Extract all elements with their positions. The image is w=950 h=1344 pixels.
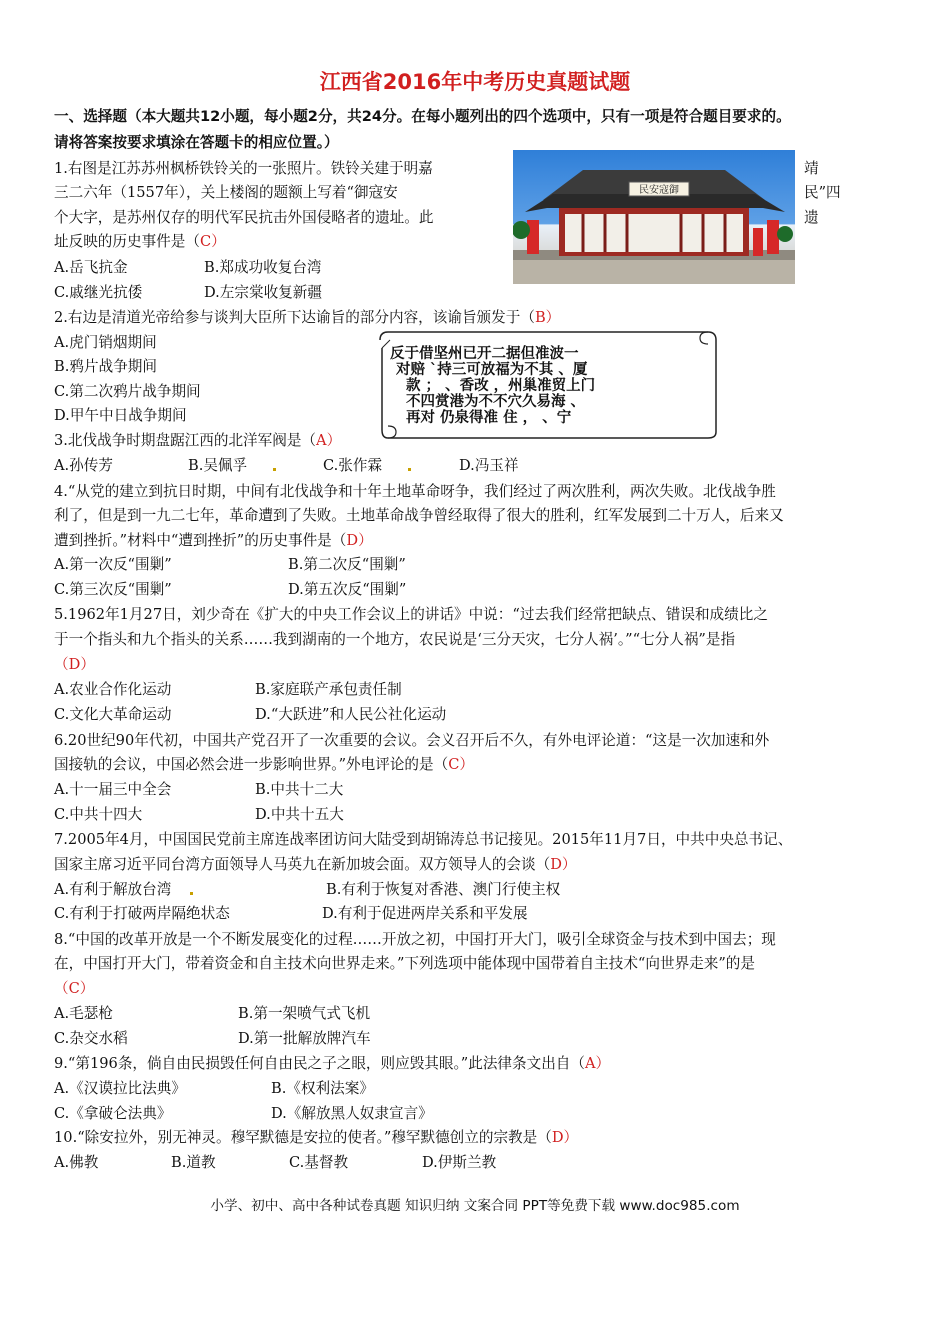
q1-right-3: 遗: [804, 209, 819, 226]
q3-line1: [54, 431, 341, 451]
stray-dot-mark: [190, 892, 193, 895]
q1-line3: 个大字，是苏州仅存的明代军民抗击外国侵略者的遗址。此: [54, 209, 434, 226]
q4-option-c: C.第三次反“围剿”: [54, 581, 172, 598]
q4-stem-end: 遭到挫折。”材料中“遭到挫折”的历史事件是（: [54, 532, 347, 549]
q5-option-b: B.家庭联产承包责任制: [255, 681, 402, 698]
q6-answer: C: [448, 756, 460, 773]
q6-option-a: A.十一届三中全会: [54, 781, 172, 798]
gate-tower-drawing: [513, 150, 795, 284]
q10-option-a: A.佛教: [54, 1154, 99, 1171]
q3-option-b: B.吴佩孚: [188, 457, 248, 474]
q8-answer: C: [68, 980, 80, 997]
q10-option-c: C.基督教: [289, 1154, 349, 1171]
q7-option-c: C.有利于打破两岸隔绝状态: [54, 905, 230, 922]
scroll-line-3: 款 ； 、香改 ，州巢准贸上门: [406, 378, 596, 394]
q5-open: （: [54, 656, 69, 673]
q3-stem: 3.北伐战争时期盘踞江西的北洋军阀是（: [54, 432, 317, 449]
q4-line2: 利了，但是到一九二七年，革命遭到了失败。土地革命战争曾经取得了很大的胜利，红军发展到二十万人，后来又: [54, 507, 784, 524]
q7-option-d: D.有利于促进两岸关系和平发展: [322, 905, 528, 922]
q10-answer: D: [551, 1129, 564, 1146]
q8-line1: 8.“中国的改革开放是一个不断发展变化的过程……开放之初，中国打开大门，吸引全球资金与技术到中国去；现: [54, 931, 776, 948]
q8-option-d: D.第一批解放牌汽车: [238, 1030, 371, 1047]
section-instructions-line1: 一、选择题（本大题共12小题，每小题2分，共24分。在每小题列出的四个选项中，只有一项是符合题目要求的。: [54, 108, 791, 125]
q10-close: ）: [563, 1129, 579, 1146]
scroll-line-5: 再对 仍泉得准 住 ， 、宁: [406, 410, 572, 426]
q7-option-b: B.有利于恢复对香港、澳门行使主权: [326, 881, 561, 898]
q2-option-d: D.甲午中日战争期间: [54, 407, 187, 424]
q6-option-d: D.中共十五大: [255, 806, 344, 823]
q1-line4: [54, 232, 226, 252]
q1-answer: C: [199, 233, 212, 250]
q5-line2: 于一个指头和九个指头的关系……我到湖南的一个地方，农民说是‘三分天灾，七分人祸’。”“七分人祸”是指: [54, 631, 736, 648]
q3-option-a: A.孙传芳: [54, 457, 113, 474]
q6-close: ）: [459, 756, 474, 773]
q5-answer: D: [68, 656, 81, 673]
q8-line2: 在，中国打开大门，带着资金和自主技术向世界走来。”下列选项中能体现中国带着自主技术“向世界走来”的是: [54, 955, 755, 972]
q1-option-a: A.岳飞抗金: [54, 259, 128, 276]
q8-close: ）: [79, 980, 95, 997]
q1-line1: 1.右图是江苏苏州枫桥铁铃关的一张照片。铁铃关建于明嘉: [54, 160, 433, 177]
q9-option-d: D.《解放黑人奴隶宣言》: [271, 1105, 433, 1122]
q8-open: （: [54, 980, 69, 997]
gate-sign-text: 民安寇御: [639, 185, 679, 196]
q2-option-c: C.第二次鸦片战争期间: [54, 383, 201, 400]
page-title: 江西省2016年中考历史真题试题: [319, 70, 631, 94]
q9-answer: A: [585, 1055, 596, 1072]
q1-option-c: C.戚继光抗倭: [54, 284, 143, 301]
q2-line1: [54, 308, 560, 328]
q3-option-c: C.张作霖: [323, 457, 383, 474]
q3-answer: A: [316, 432, 327, 449]
scroll-line-2: 对赔 `持三可放福为不其 、厦: [396, 362, 588, 378]
edict-scroll-image: [370, 328, 718, 440]
q10-line1: [54, 1128, 578, 1148]
q9-stem: 9.“第196条，倘自由民损毁任何自由民之子之眼，则应毁其眼。”此法律条文出自（: [54, 1055, 585, 1072]
q5-close: ）: [80, 656, 95, 673]
q4-line3: [54, 531, 373, 551]
q5-option-a: A.农业合作化运动: [54, 681, 172, 698]
q7-option-a: A.有利于解放台湾: [54, 881, 172, 898]
q7-line2: [54, 855, 577, 875]
q5-line1: 5.1962年1月27日，刘少奇在《扩大的中央工作会议上的讲话》中说：“过去我们经常把缺点、错误和成绩比之: [54, 606, 768, 623]
q5-option-c: C.文化大革命运动: [54, 706, 172, 723]
q8-line3: [54, 979, 94, 999]
q6-option-b: B.中共十二大: [255, 781, 344, 798]
q1-line2: 三二六年（1557年），关上楼阁的题额上写着“御寇安: [54, 184, 398, 201]
q9-close: ）: [595, 1055, 611, 1072]
stray-dot-mark: [408, 468, 411, 471]
q10-option-d: D.伊斯兰教: [422, 1154, 497, 1171]
q2-option-b: B.鸦片战争期间: [54, 358, 157, 375]
q4-option-a: A.第一次反“围剿”: [54, 556, 172, 573]
q9-line1: [54, 1054, 610, 1074]
footer-link-text[interactable]: 小学、初中、高中各种试卷真题 知识归纳 文案合同 PPT等免费下载 www.doc985.com: [210, 1198, 740, 1214]
q8-option-b: B.第一架喷气式飞机: [238, 1005, 371, 1022]
q1-stem-end: 址反映的历史事件是（: [54, 233, 200, 250]
q6-stem-end: 国接轨的会议，中国必然会进一步影响世界。”外电评论的是（: [54, 756, 449, 773]
q10-stem: 10.“除安拉外，别无神灵。穆罕默德是安拉的使者。”穆罕默德创立的宗教是（: [54, 1129, 552, 1146]
q6-line2: [54, 755, 474, 775]
q7-answer: D: [550, 856, 562, 873]
q6-line1: 6.20世纪90年代初，中国共产党召开了一次重要的会议。会义召开后不久，有外电评论道：“这是一次加速和外: [54, 732, 770, 749]
q9-option-b: B.《权利法案》: [271, 1080, 374, 1097]
q7-close: ）: [561, 856, 577, 873]
q3-close: ）: [326, 432, 342, 449]
q4-line1: 4.“从党的建立到抗日时期，中间有北伐战争和十年土地革命呀争，我们经过了两次胜利，两次失败。北伐战争胜: [54, 483, 776, 500]
q9-option-c: C.《拿破仑法典》: [54, 1105, 172, 1122]
q9-option-a: A.《汉谟拉比法典》: [54, 1080, 186, 1097]
q6-option-c: C.中共十四大: [54, 806, 143, 823]
q1-right-2: 民”四: [804, 184, 841, 201]
q2-close: ）: [545, 309, 561, 326]
scroll-line-1: 反于借坚州已开二据但准波一: [390, 346, 579, 362]
q10-option-b: B.道教: [171, 1154, 216, 1171]
gate-tower-photo: [513, 150, 795, 284]
q2-stem: 2.右边是清道光帝给参与谈判大臣所下达谕旨的部分内容，该谕旨颁发于（: [54, 309, 535, 326]
q4-answer: D: [346, 532, 359, 549]
stray-dot-mark: [273, 468, 276, 471]
q8-option-a: A.毛瑟枪: [54, 1005, 113, 1022]
q4-option-b: B.第二次反“围剿”: [288, 556, 406, 573]
q1-option-d: D.左宗棠收复新疆: [204, 284, 322, 301]
q3-option-d: D.冯玉祥: [459, 457, 519, 474]
q4-option-d: D.第五次反“围剿”: [288, 581, 407, 598]
q5-option-d: D.“大跃进”和人民公社化运动: [255, 706, 447, 723]
q7-stem-end: 国家主席习近平同台湾方面领导人马英九在新加坡会面。双方领导人的会谈（: [54, 856, 551, 873]
q1-close: ）: [211, 233, 226, 250]
q5-line3: [54, 655, 95, 675]
q2-option-a: A.虎门销烟期间: [54, 334, 157, 351]
q4-close: ）: [358, 532, 373, 549]
scroll-line-4: 不四赏港为不不穴久易海 、: [406, 394, 586, 410]
q8-option-c: C.杂交水稻: [54, 1030, 128, 1047]
q1-right-1: 靖: [804, 160, 819, 177]
section-instructions-line2: 请将答案按要求填涂在答题卡的相应位置。）: [54, 134, 339, 151]
q2-answer: B: [534, 309, 546, 326]
q7-line1: 7.2005年4月，中国国民党前主席连战率团访问大陆受到胡锦涛总书记接见。2015年11月7日，中共中央总书记、: [54, 831, 793, 848]
q1-option-b: B.郑成功收复台湾: [204, 259, 322, 276]
